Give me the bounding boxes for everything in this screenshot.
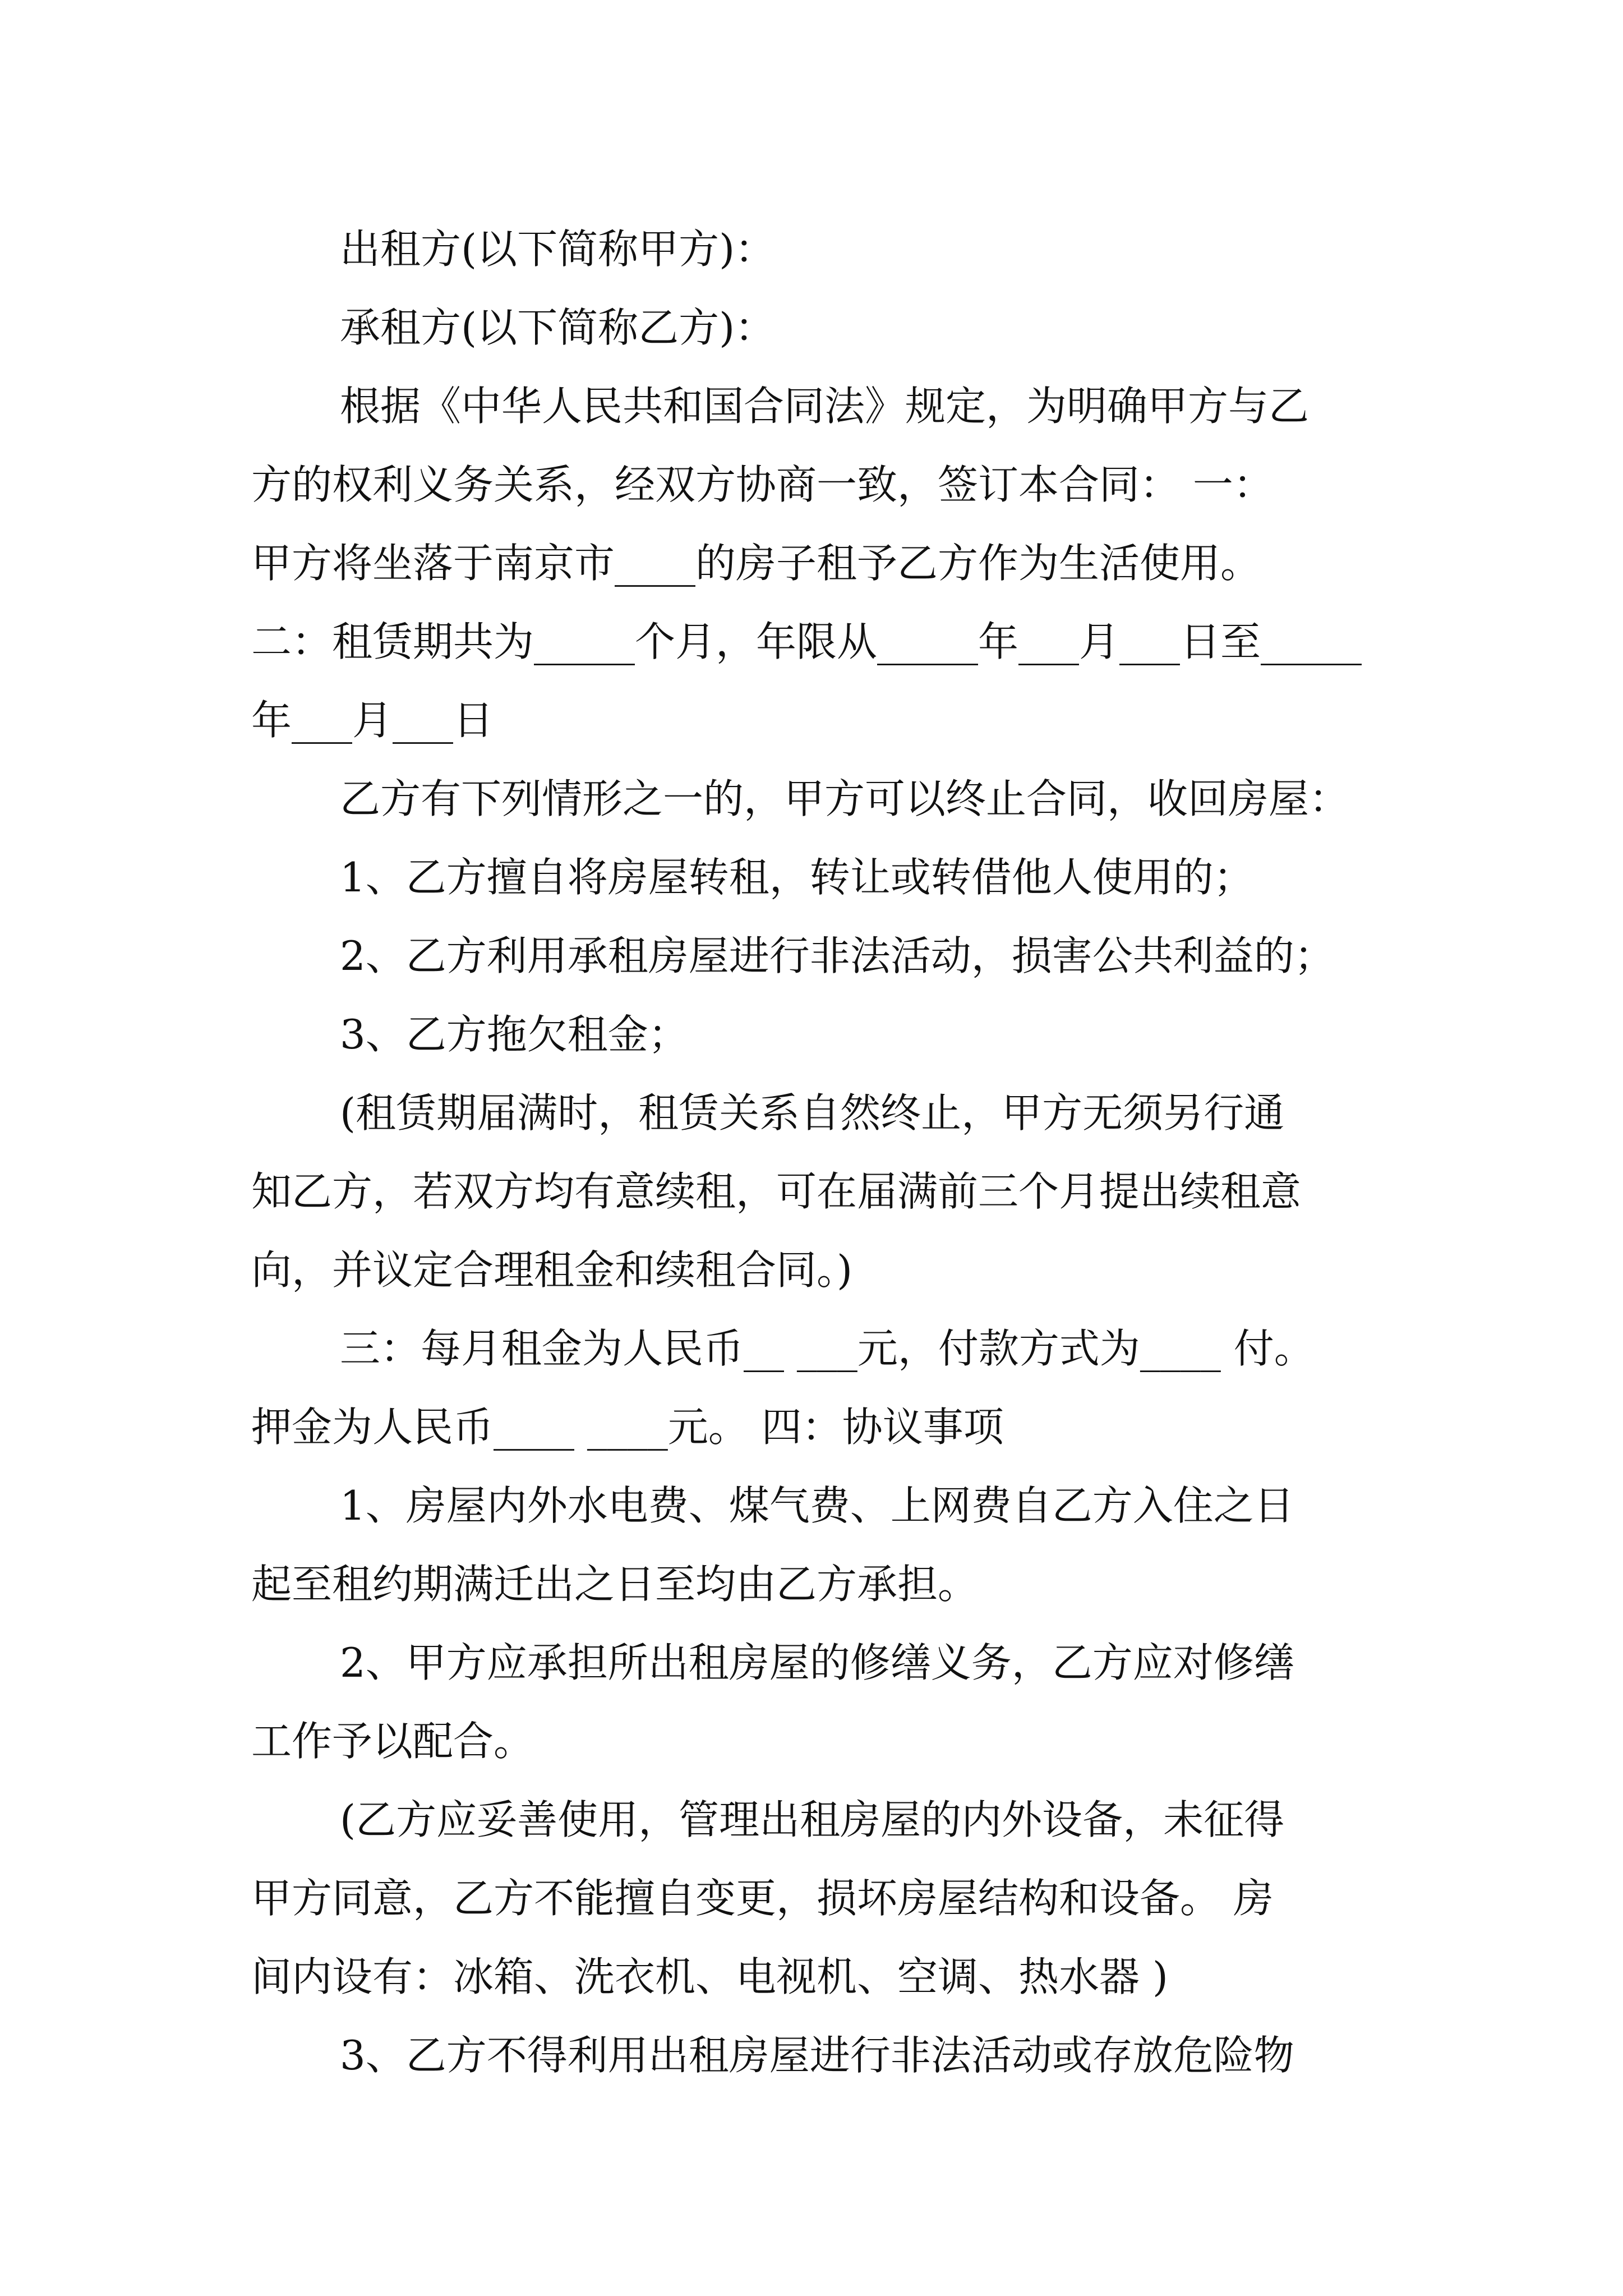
text-line: 甲方将坐落于南京市____的房子租予乙方作为生活使用。 bbox=[251, 540, 1261, 587]
text-line: 3、乙方拖欠租金； bbox=[340, 1011, 689, 1058]
text-line: 工作予以配合。 bbox=[251, 1718, 534, 1765]
text-line: 2、乙方利用承租房屋进行非法活动，损害公共利益的； bbox=[340, 932, 1335, 979]
text-line: 1、乙方擅自将房屋转租，转让或转借他人使用的； bbox=[340, 854, 1254, 901]
text-line: 1、房屋内外水电费、煤气费、上网费自乙方入住之日 bbox=[340, 1482, 1294, 1529]
document-body bbox=[251, 210, 1407, 2095]
text-line: 方的权利义务关系，经双方协商一致，签订本合同： 一： bbox=[251, 461, 1274, 508]
text-line: (租赁期届满时，租赁关系自然终止，甲方无须另行通 bbox=[340, 1089, 1285, 1137]
text-line: 押金为人民币____ ____元。 四：协议事项 bbox=[251, 1404, 1004, 1451]
text-line: 三：每月租金为人民币__ ___元，付款方式为____ 付。 bbox=[340, 1325, 1315, 1372]
text-line: 间内设有：冰箱、洗衣机、电视机、空调、热水器 ) bbox=[251, 1953, 1168, 2000]
text-line: 二：租赁期共为_____个月，年限从_____年___月___日至_____ bbox=[251, 618, 1362, 665]
text-line: 乙方有下列情形之一的，甲方可以终止合同，收回房屋： bbox=[340, 775, 1350, 822]
text-line: 2、甲方应承担所出租房屋的修缮义务，乙方应对修缮 bbox=[340, 1639, 1294, 1686]
text-line: 向，并议定合理租金和续租合同。) bbox=[251, 1246, 853, 1294]
text-line: 根据《中华人民共和国合同法》规定，为明确甲方与乙 bbox=[340, 383, 1310, 430]
text-line: (乙方应妥善使用，管理出租房屋的内外设备，未征得 bbox=[340, 1796, 1285, 1843]
text-line: 知乙方，若双方均有意续租，可在届满前三个月提出续租意 bbox=[251, 1168, 1302, 1215]
text-line: 承租方(以下简称乙方)： bbox=[340, 304, 776, 351]
text-line: 起至租约期满迁出之日至均由乙方承担。 bbox=[251, 1561, 979, 1608]
text-line: 出租方(以下简称甲方)： bbox=[340, 226, 776, 273]
text-line: 3、乙方不得利用出租房屋进行非法活动或存放危险物 bbox=[340, 2032, 1294, 2079]
text-line: 甲方同意，乙方不能擅自变更，损坏房屋结构和设备。 房 bbox=[251, 1875, 1274, 1922]
text-line: 年___月___日 bbox=[251, 697, 494, 744]
